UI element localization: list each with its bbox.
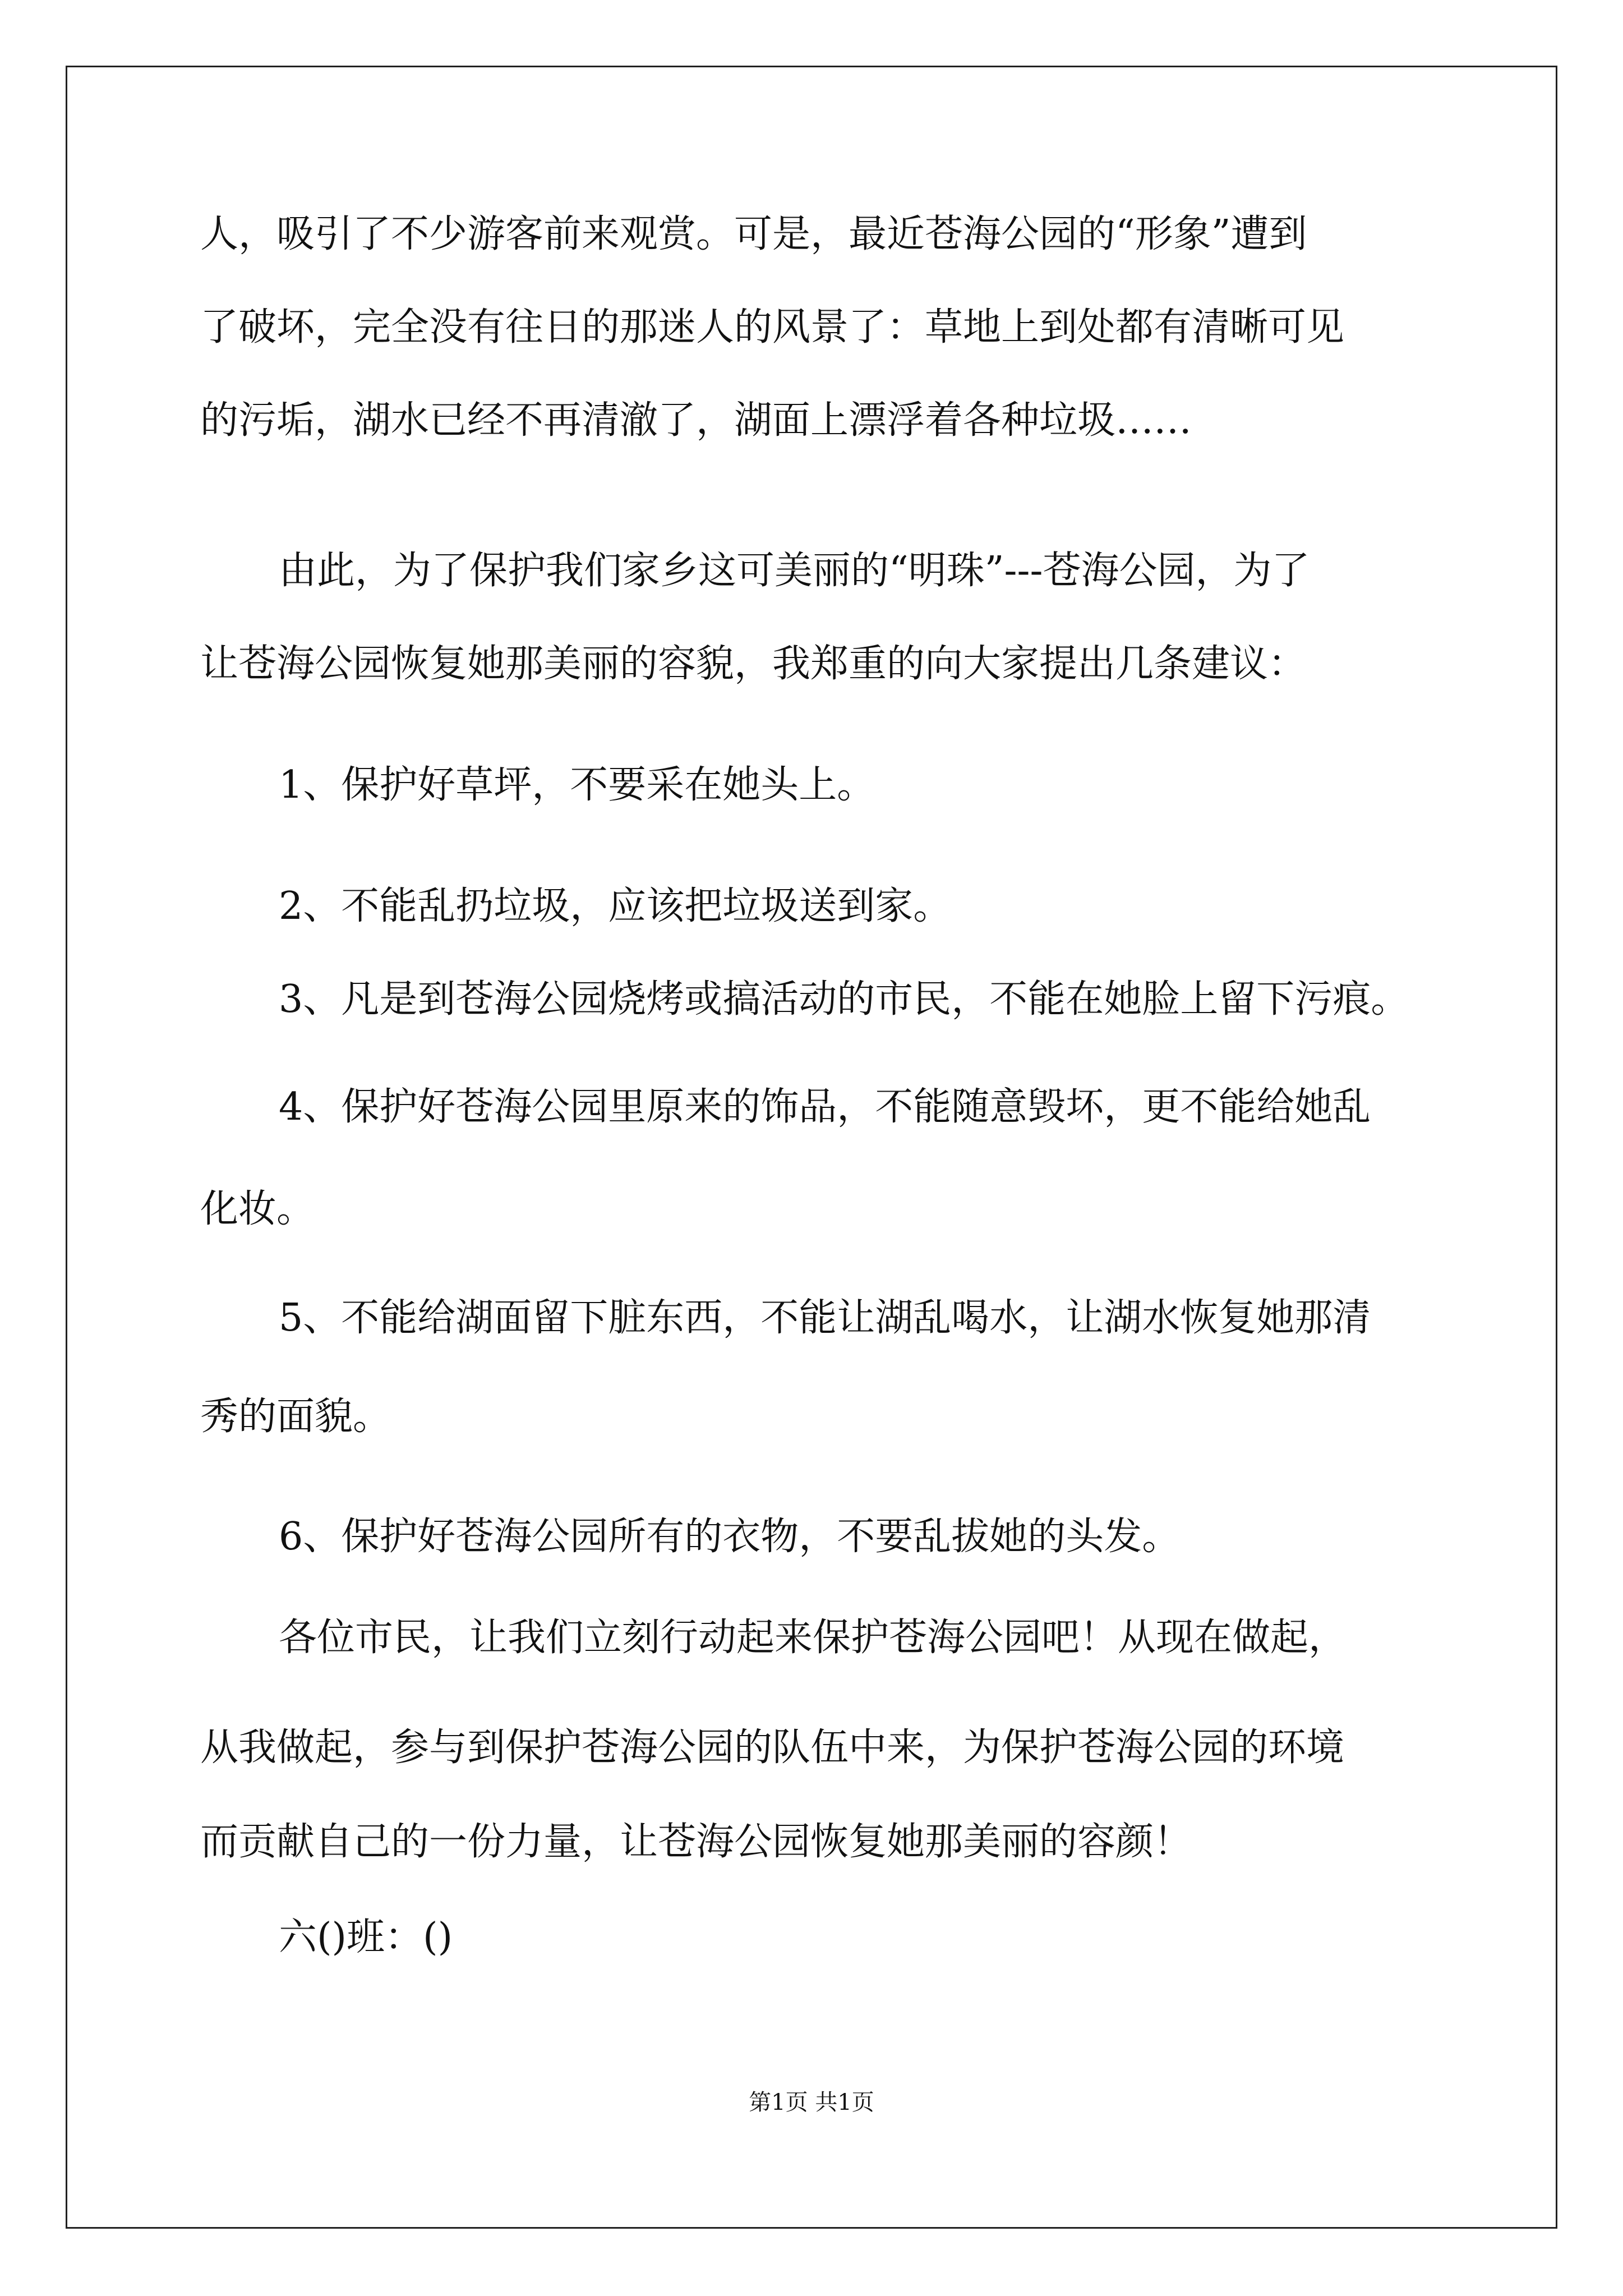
paragraph-line: 而贡献自己的一份力量，让苍海公园恢复她那美丽的容颜！ (200, 1820, 1192, 1864)
suggestion-item: 3、凡是到苍海公园烧烤或搞活动的市民，不能在她脸上留下污痕。 (279, 977, 1409, 1022)
page-border (66, 66, 1557, 2229)
suggestion-item: 1、保护好草坪，不要采在她头上。 (279, 763, 875, 807)
paragraph-line: 由此，为了保护我们家乡这可美丽的“明珠”---苍海公园，为了 (279, 549, 1310, 593)
paragraph-line: 了破坏，完全没有往日的那迷人的风景了：草地上到处都有清晰可见 (200, 305, 1345, 349)
page-number: 第1页 共1页 (749, 2090, 874, 2115)
suggestion-item: 4、保护好苍海公园里原来的饰品，不能随意毁坏，更不能给她乱 (279, 1085, 1371, 1129)
suggestion-item: 6、保护好苍海公园所有的衣物，不要乱拔她的头发。 (279, 1515, 1181, 1559)
paragraph-line: 人，吸引了不少游客前来观赏。可是，最近苍海公园的“形象”遭到 (200, 212, 1307, 256)
class-signature: 六()班：() (279, 1915, 453, 1959)
paragraph-line: 从我做起，参与到保护苍海公园的队伍中来，为保护苍海公园的环境 (200, 1726, 1345, 1770)
paragraph-line: 各位市民，让我们立刻行动起来保护苍海公园吧！从现在做起， (279, 1616, 1347, 1660)
paragraph-line: 的污垢，湖水已经不再清澈了，湖面上漂浮着各种垃圾…… (200, 398, 1192, 443)
suggestion-item: 2、不能乱扔垃圾，应该把垃圾送到家。 (279, 884, 952, 928)
paragraph-line: 秀的面貌。 (200, 1395, 391, 1439)
paragraph-line: 化妆。 (200, 1187, 315, 1231)
paragraph-line: 让苍海公园恢复她那美丽的容貌，我郑重的向大家提出几条建议： (200, 642, 1307, 686)
suggestion-item: 5、不能给湖面留下脏东西，不能让湖乱喝水，让湖水恢复她那清 (279, 1296, 1371, 1340)
